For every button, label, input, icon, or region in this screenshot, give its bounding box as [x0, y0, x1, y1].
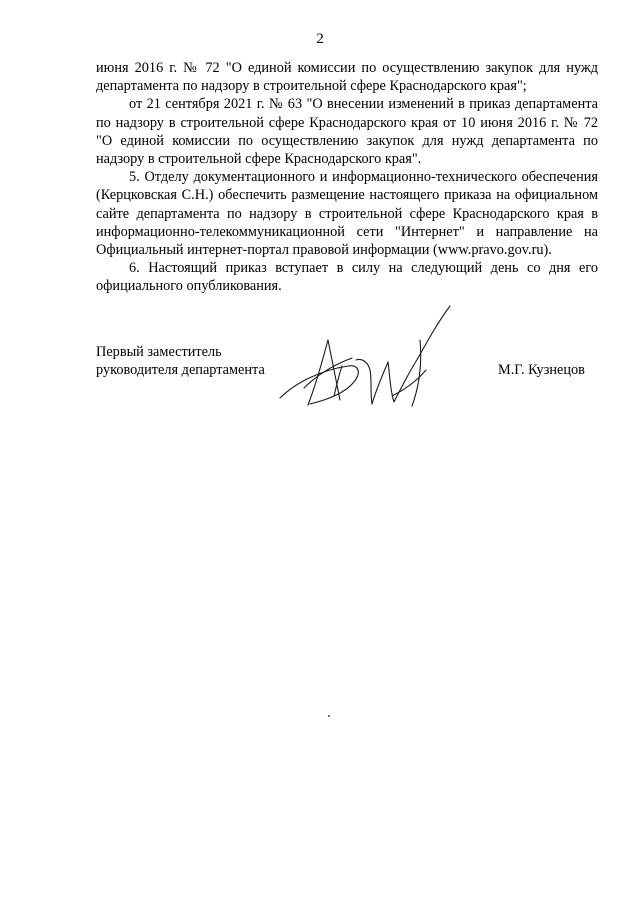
paragraph-item-5: 5. Отделу документационного и информационно-технического обеспечения (Керцковская С.Н.) обеспечить размещение настоящего приказа на официальном сайте департамента по надзору в строительной сфере Краснодарского края в информационно-телекоммуникационной сети "Интернет" и направление на Официальный интернет-портал правовой информации (www.pravo.gov.ru).: [96, 169, 598, 259]
signatory-position-line-1: Первый заместитель: [96, 344, 222, 360]
document-body: [96, 59, 598, 296]
paragraph-continuation: июня 2016 г. № 72 "О единой комиссии по осуществлению закупок для нужд департамента по надзору в строительной сфере Краснодарского края";: [96, 60, 598, 95]
page-number: 2: [316, 31, 324, 47]
stray-dot: [328, 715, 330, 717]
signatory-position-line-2: руководителя департамента: [96, 362, 265, 379]
paragraph-amendment: от 21 сентября 2021 г. № 63 "О внесении изменений в приказ департамента по надзору в строительной сфере Краснодарского края от 10 июня 2016 г. № 72 "О единой комиссии по осуществлению закупок для нужд департамента по надзору в строительной сфере Краснодарского края".: [96, 96, 598, 168]
signatory-name: М.Г. Кузнецов: [498, 362, 585, 378]
paragraph-item-6: 6. Настоящий приказ вступает в силу на следующий день со дня его официального опубликования.: [96, 260, 598, 295]
handwritten-signature: [270, 300, 470, 420]
signatory-position: [96, 343, 265, 379]
